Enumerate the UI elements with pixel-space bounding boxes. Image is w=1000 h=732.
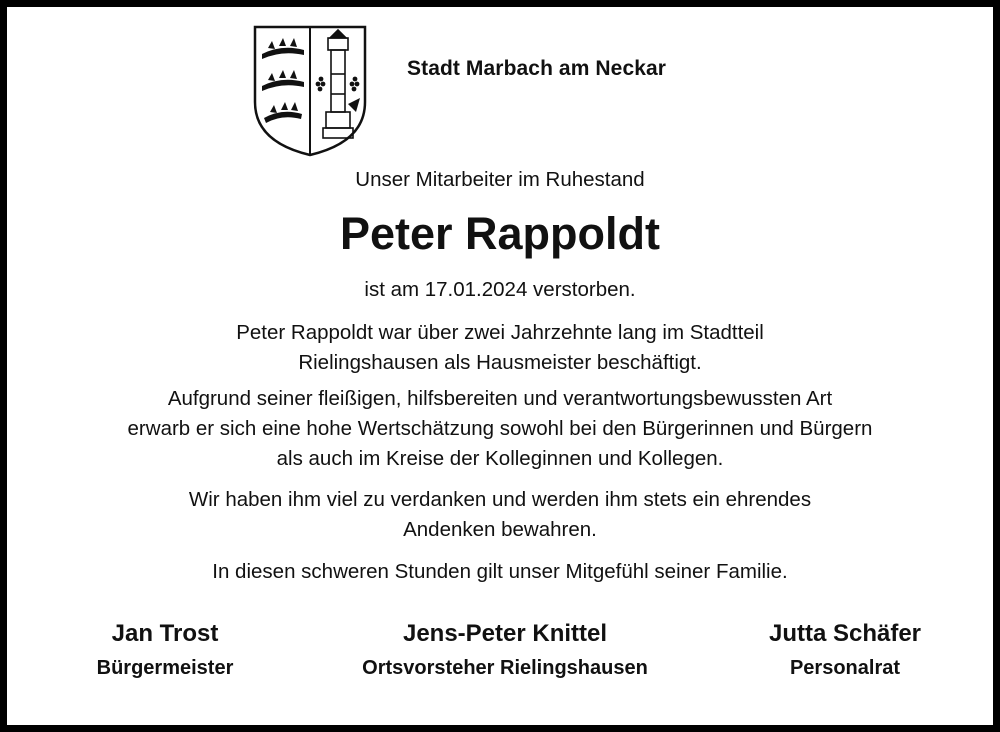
signatory-name: Jan Trost xyxy=(111,620,219,647)
paragraph-line: Aufgrund seiner fleißigen, hilfsbereiten und verantwortungsbewussten Art xyxy=(167,387,833,410)
signatory-role: Bürgermeister xyxy=(96,657,234,679)
paragraph-line: Rielingshausen als Hausmeister beschäftigt. xyxy=(298,351,702,374)
paragraph-line: Peter Rappoldt war über zwei Jahrzehnte lang im Stadtteil xyxy=(236,321,764,344)
signatory xyxy=(315,617,695,685)
paragraph-line: In diesen schweren Stunden gilt unser Mitgefühl seiner Familie. xyxy=(212,560,788,583)
paragraph-line: erwarb er sich eine hohe Wertschätzung sowohl bei den Bürgerinnen und Bürgern xyxy=(127,417,873,440)
signatory xyxy=(745,617,945,685)
death-date-line: ist am 17.01.2024 verstorben. xyxy=(364,278,636,301)
city-name: Stadt Marbach am Neckar xyxy=(407,57,667,80)
paragraph xyxy=(7,485,993,545)
paragraph xyxy=(7,557,993,587)
signatory xyxy=(65,617,265,685)
notice-subtitle: Unser Mitarbeiter im Ruhestand xyxy=(355,168,645,191)
signatory-name: Jutta Schäfer xyxy=(768,620,922,647)
paragraph-line: Wir haben ihm viel zu verdanken und werden ihm stets ein ehrendes xyxy=(188,488,812,511)
signatory-role: Ortsvorsteher Rielingshausen xyxy=(362,657,648,679)
paragraph-line: als auch im Kreise der Kolleginnen und Kollegen. xyxy=(276,447,724,470)
city-coat-of-arms-icon xyxy=(252,24,368,158)
paragraph xyxy=(7,384,993,474)
paragraph xyxy=(7,318,993,378)
death-notice xyxy=(7,7,993,725)
paragraph-line: Andenken bewahren. xyxy=(403,518,597,541)
signatory-name: Jens-Peter Knittel xyxy=(402,620,608,647)
deceased-name: Peter Rappoldt xyxy=(339,208,661,259)
signatory-role: Personalrat xyxy=(789,657,901,679)
